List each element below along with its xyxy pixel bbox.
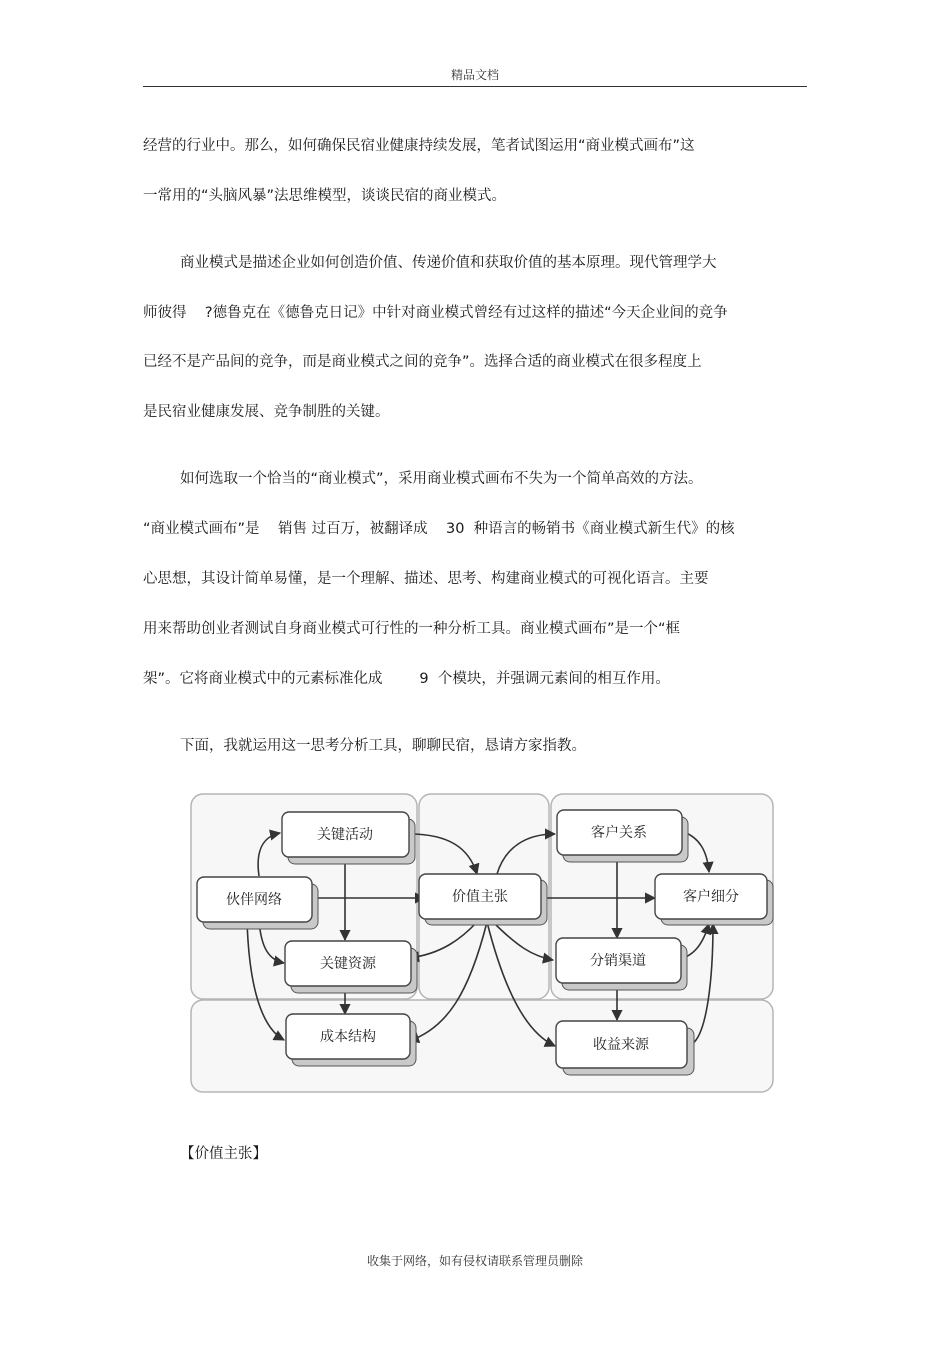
block-key-resources — [285, 941, 411, 986]
page-header: 精品文档 — [450, 68, 499, 82]
section-heading: 【价值主张】 — [180, 1146, 267, 1162]
block-label: 客户关系 — [591, 825, 647, 841]
paragraph-line: 心思想，其设计简单易懂，是一个理解、描述、思考、构建商业模式的可视化语言。主要 — [143, 571, 709, 587]
block-label: 伙伴网络 — [226, 892, 282, 908]
business-model-canvas-diagram — [187, 788, 777, 1096]
block-channels — [556, 938, 681, 983]
block-label: 关键活动 — [317, 827, 373, 843]
block-cost-structure — [286, 1014, 410, 1059]
paragraph-line: 经营的行业中。那么，如何确保民宿业健康持续发展，笔者试图运用“商业模式画布”这 — [143, 138, 695, 154]
paragraph-line: 一常用的“头脑风暴”法思维模型，谈谈民宿的商业模式。 — [143, 188, 507, 204]
paragraph-line: 下面，我就运用这一思考分析工具，聊聊民宿，恳请方家指教。 — [180, 738, 586, 754]
block-revenue-streams — [556, 1021, 687, 1068]
block-label: 收益来源 — [593, 1037, 649, 1053]
paragraph-line: 如何选取一个恰当的“商业模式”，采用商业模式画布不失为一个简单高效的方法。 — [180, 471, 703, 487]
block-label: 分销渠道 — [590, 953, 646, 969]
paragraph-line: 用来帮助创业者测试自身商业模式可行性的一种分析工具。商业模式画布”是一个“框 — [143, 621, 681, 637]
paragraph-line: 架”。它将商业模式中的元素标准化成 9 个模块，并强调元素间的相互作用。 — [143, 671, 670, 687]
header-rule — [143, 86, 807, 87]
block-customer-segments — [655, 874, 767, 919]
block-label: 价值主张 — [452, 889, 508, 905]
block-key-activities — [282, 812, 409, 857]
page-footer: 收集于网络，如有侵权请联系管理员删除 — [366, 1254, 583, 1268]
block-customer-relationships — [557, 810, 682, 855]
block-label: 成本结构 — [320, 1029, 376, 1045]
block-label: 客户细分 — [683, 889, 739, 905]
paragraph-line: 是民宿业健康发展、竞争制胜的关键。 — [143, 404, 390, 420]
paragraph-line: 商业模式是描述企业如何创造价值、传递价值和获取价值的基本原理。现代管理学大 — [180, 255, 717, 271]
paragraph-line: 已经不是产品间的竞争，而是商业模式之间的竞争”。选择合适的商业模式在很多程度上 — [143, 354, 702, 370]
paragraph-line: 师彼得 ?德鲁克在《德鲁克日记》中针对商业模式曾经有过这样的描述“今天企业间的竞争 — [143, 305, 728, 321]
block-value-proposition — [419, 874, 541, 919]
block-label: 关键资源 — [320, 956, 376, 972]
block-partner-network — [197, 877, 312, 922]
paragraph-line: “商业模式画布”是 销售 过百万，被翻译成 30 种语言的畅销书《商业模式新生代》的核 — [143, 521, 735, 537]
